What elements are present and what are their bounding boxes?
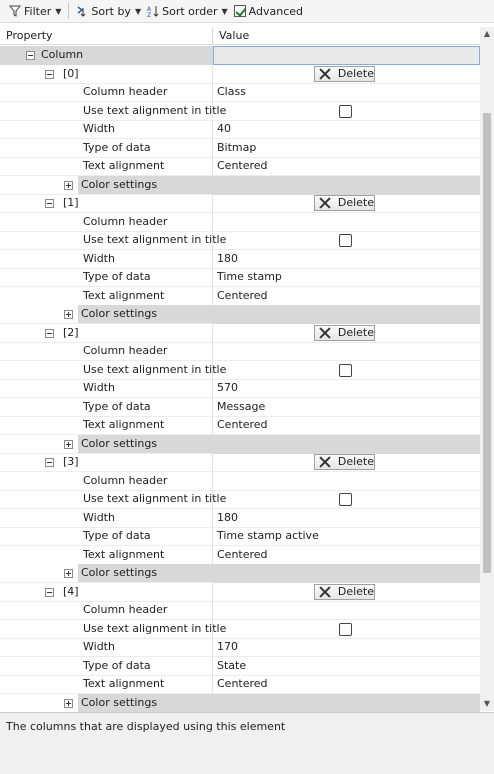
property-value-text: 570: [217, 381, 238, 394]
property-name: [0, 120, 213, 139]
delete-label: Delete: [337, 326, 374, 339]
property-name: [0, 638, 213, 657]
property-name: [0, 472, 213, 491]
property-row[interactable]: [0, 268, 480, 287]
property-value[interactable]: [213, 379, 480, 398]
collapse-icon[interactable]: [45, 588, 54, 597]
property-name: [0, 102, 227, 121]
close-icon: [319, 456, 331, 468]
property-row[interactable]: [0, 379, 480, 398]
description-text: The columns that are displayed using this element: [6, 720, 286, 733]
expand-icon[interactable]: [64, 440, 73, 449]
property-name: [0, 546, 213, 565]
property-name: [0, 342, 213, 361]
property-label: Type of data: [83, 141, 151, 154]
color-settings-label: Color settings: [81, 307, 158, 320]
property-value-text: State: [217, 659, 247, 672]
color-settings-row[interactable]: [0, 694, 480, 712]
property-label: Type of data: [83, 400, 151, 413]
scrollbar-thumb[interactable]: [483, 113, 491, 573]
property-value[interactable]: [213, 65, 480, 84]
property-row[interactable]: [0, 638, 480, 657]
funnel-icon: [9, 5, 21, 17]
property-name: [0, 398, 213, 417]
property-name: [0, 46, 213, 65]
property-value[interactable]: [213, 102, 480, 121]
property-label: Type of data: [83, 659, 151, 672]
property-value[interactable]: [213, 435, 480, 454]
expand-icon[interactable]: [64, 310, 73, 319]
property-value[interactable]: [213, 675, 480, 694]
sort-order-label: Sort order: [162, 4, 218, 18]
property-value[interactable]: [213, 83, 480, 102]
color-settings-label: Color settings: [81, 566, 158, 579]
property-checkbox[interactable]: [339, 364, 352, 377]
property-value-text: Centered: [217, 418, 268, 431]
property-value-text: 180: [217, 252, 238, 265]
collapse-icon[interactable]: [45, 458, 54, 467]
property-name: [0, 65, 213, 84]
delete-button[interactable]: [314, 454, 375, 470]
collapse-icon[interactable]: [45, 199, 54, 208]
property-value[interactable]: [213, 250, 480, 269]
property-label: Use text alignment in title: [83, 233, 227, 246]
property-name: [0, 379, 213, 398]
property-row[interactable]: [0, 83, 480, 102]
property-label: Use text alignment in title: [83, 492, 227, 505]
vertical-scrollbar[interactable]: [480, 27, 494, 711]
property-column-header[interactable]: Property: [0, 27, 213, 45]
property-value[interactable]: [213, 361, 480, 380]
property-row[interactable]: [0, 675, 480, 694]
column-root-label: Column: [41, 48, 84, 61]
column-item-row[interactable]: [0, 65, 480, 84]
collapse-icon[interactable]: [45, 329, 54, 338]
property-value-text: Time stamp: [217, 270, 282, 283]
property-value[interactable]: [213, 120, 480, 139]
property-label: Use text alignment in title: [83, 104, 227, 117]
property-name: [0, 324, 213, 343]
delete-button[interactable]: [314, 195, 375, 211]
color-settings-label: Color settings: [81, 178, 158, 191]
property-value-text: 180: [217, 511, 238, 524]
property-value[interactable]: [213, 490, 480, 509]
property-label: Width: [83, 122, 115, 135]
property-name: [0, 675, 213, 694]
grid-header: [0, 27, 480, 45]
column-item-row[interactable]: [0, 324, 480, 343]
property-name: [0, 231, 227, 250]
property-name: [0, 490, 227, 509]
property-name: [0, 361, 227, 380]
property-row[interactable]: [0, 139, 480, 158]
expand-icon[interactable]: [64, 699, 73, 708]
property-row[interactable]: [0, 250, 480, 269]
property-name: [0, 213, 213, 232]
property-label: Width: [83, 511, 115, 524]
property-label: Column header: [83, 344, 168, 357]
property-label: Column header: [83, 215, 168, 228]
property-row[interactable]: [0, 231, 480, 250]
property-row[interactable]: [0, 213, 480, 232]
delete-button[interactable]: [314, 325, 375, 341]
property-name: [0, 435, 213, 454]
property-row[interactable]: [0, 657, 480, 676]
property-name: [0, 583, 213, 602]
property-value[interactable]: [213, 213, 480, 232]
sort-by-label: Sort by: [91, 4, 131, 18]
delete-label: Delete: [337, 455, 374, 468]
property-row[interactable]: [0, 527, 480, 546]
close-icon: [319, 68, 331, 80]
property-label: Type of data: [83, 270, 151, 283]
property-value[interactable]: [213, 231, 480, 250]
property-label: Use text alignment in title: [83, 622, 227, 635]
property-row[interactable]: [0, 546, 480, 565]
delete-button[interactable]: [314, 584, 375, 600]
property-label: Column header: [83, 85, 168, 98]
scroll-up-icon[interactable]: ▲: [483, 29, 491, 38]
property-checkbox[interactable]: [339, 234, 352, 247]
column-index-label: [3]: [63, 455, 79, 468]
property-name: [0, 194, 213, 213]
property-name: [0, 694, 213, 712]
property-value-text: Message: [217, 400, 266, 413]
property-checkbox[interactable]: [339, 105, 352, 118]
property-value[interactable]: [213, 620, 480, 639]
property-value[interactable]: [213, 601, 480, 620]
property-name: [0, 139, 213, 158]
filter-button[interactable]: [6, 2, 64, 21]
property-row[interactable]: [0, 157, 480, 176]
property-label: Width: [83, 381, 115, 394]
property-value[interactable]: [213, 416, 480, 435]
column-index-label: [1]: [63, 196, 79, 209]
property-value[interactable]: [213, 342, 480, 361]
color-settings-row[interactable]: [0, 305, 480, 324]
sort-az-icon: [147, 5, 159, 17]
delete-button[interactable]: [314, 66, 375, 82]
property-value-text: Centered: [217, 289, 268, 302]
property-label: Text alignment: [83, 677, 165, 690]
property-value[interactable]: [213, 509, 480, 528]
sort-by-icon: [76, 5, 88, 17]
color-settings-row[interactable]: [0, 564, 480, 583]
property-row[interactable]: [0, 102, 480, 121]
close-icon: [319, 327, 331, 339]
property-value[interactable]: [213, 527, 480, 546]
property-label: Text alignment: [83, 289, 165, 302]
property-value[interactable]: [213, 46, 480, 65]
property-row[interactable]: [0, 490, 480, 509]
property-name: [0, 83, 213, 102]
chevron-down-icon: ▼: [55, 6, 62, 16]
column-index-label: [4]: [63, 585, 79, 598]
delete-label: Delete: [337, 196, 374, 209]
filter-label: Filter: [24, 4, 52, 18]
property-name: [0, 509, 213, 528]
column-root-row[interactable]: [0, 46, 480, 65]
property-value[interactable]: [213, 694, 480, 712]
advanced-toggle[interactable]: [231, 2, 306, 21]
column-item-row[interactable]: [0, 583, 480, 602]
column-item-row[interactable]: [0, 194, 480, 213]
property-row[interactable]: [0, 361, 480, 380]
property-name: [0, 620, 227, 639]
sort-order-button[interactable]: [144, 2, 231, 21]
collapse-icon[interactable]: [26, 51, 35, 60]
property-name: [0, 176, 213, 195]
property-value[interactable]: [213, 268, 480, 287]
property-value[interactable]: [213, 305, 480, 324]
column-index-label: [2]: [63, 326, 79, 339]
property-label: Column header: [83, 603, 168, 616]
property-value-text: Centered: [217, 159, 268, 172]
property-name: [0, 527, 213, 546]
chevron-down-icon: ▼: [134, 6, 142, 16]
property-value[interactable]: [213, 472, 480, 491]
svg-text:Z: Z: [147, 12, 152, 17]
color-settings-label: Color settings: [81, 696, 158, 709]
property-grid: [0, 46, 480, 712]
property-label: Text alignment: [83, 548, 165, 561]
property-name: [0, 305, 213, 324]
property-label: Use text alignment in title: [83, 363, 227, 376]
property-value[interactable]: [213, 546, 480, 565]
property-value[interactable]: [213, 157, 480, 176]
property-value[interactable]: [213, 453, 480, 472]
column-item-row[interactable]: [0, 453, 480, 472]
property-value[interactable]: [213, 657, 480, 676]
property-row[interactable]: [0, 342, 480, 361]
property-checkbox[interactable]: [339, 623, 352, 636]
advanced-checkbox[interactable]: [234, 5, 246, 17]
scroll-down-icon[interactable]: ▼: [483, 699, 491, 708]
property-value[interactable]: [213, 398, 480, 417]
delete-label: Delete: [337, 585, 374, 598]
expand-icon[interactable]: [64, 569, 73, 578]
property-row[interactable]: [0, 472, 480, 491]
property-value-text: 40: [217, 122, 231, 135]
description-panel: [0, 712, 494, 774]
property-value-text: 170: [217, 640, 238, 653]
delete-label: Delete: [337, 67, 374, 80]
property-name: [0, 287, 213, 306]
property-name: [0, 453, 213, 472]
property-row[interactable]: [0, 120, 480, 139]
property-value[interactable]: [213, 176, 480, 195]
property-name: [0, 268, 213, 287]
property-name: [0, 564, 213, 583]
property-name: [0, 416, 213, 435]
property-label: Width: [83, 252, 115, 265]
property-label: Column header: [83, 474, 168, 487]
property-value[interactable]: [213, 194, 480, 213]
property-row[interactable]: [0, 287, 480, 306]
property-value[interactable]: [213, 638, 480, 657]
property-value[interactable]: [213, 139, 480, 158]
close-icon: [319, 197, 331, 209]
expand-icon[interactable]: [64, 181, 73, 190]
property-label: Width: [83, 640, 115, 653]
property-value[interactable]: [213, 564, 480, 583]
property-value-text: Time stamp active: [217, 529, 319, 542]
value-column-header[interactable]: Value: [219, 29, 250, 42]
toolbar: [0, 0, 494, 23]
property-label: Type of data: [83, 529, 151, 542]
property-name: [0, 250, 213, 269]
property-checkbox[interactable]: [339, 493, 352, 506]
color-settings-row[interactable]: [0, 435, 480, 454]
property-value[interactable]: [213, 324, 480, 343]
property-value[interactable]: [213, 583, 480, 602]
advanced-label: Advanced: [248, 4, 303, 18]
property-value-text: Class: [217, 85, 246, 98]
property-row[interactable]: [0, 509, 480, 528]
property-value-text: Centered: [217, 548, 268, 561]
column-index-label: [0]: [63, 67, 79, 80]
property-name: [0, 601, 213, 620]
color-settings-label: Color settings: [81, 437, 158, 450]
property-value-text: Centered: [217, 677, 268, 690]
color-settings-row[interactable]: [0, 176, 480, 195]
collapse-icon[interactable]: [45, 70, 54, 79]
property-value[interactable]: [213, 287, 480, 306]
sort-by-button[interactable]: [73, 2, 144, 21]
close-icon: [319, 586, 331, 598]
property-row[interactable]: [0, 620, 480, 639]
property-row[interactable]: [0, 398, 480, 417]
property-row[interactable]: [0, 601, 480, 620]
svg-text:A: A: [147, 6, 152, 13]
property-row[interactable]: [0, 416, 480, 435]
property-label: Text alignment: [83, 159, 165, 172]
property-name: [0, 157, 213, 176]
property-name: [0, 657, 213, 676]
toolbar-separator: [68, 3, 69, 19]
chevron-down-icon: ▼: [221, 6, 228, 16]
property-label: Text alignment: [83, 418, 165, 431]
property-value-text: Bitmap: [217, 141, 257, 154]
